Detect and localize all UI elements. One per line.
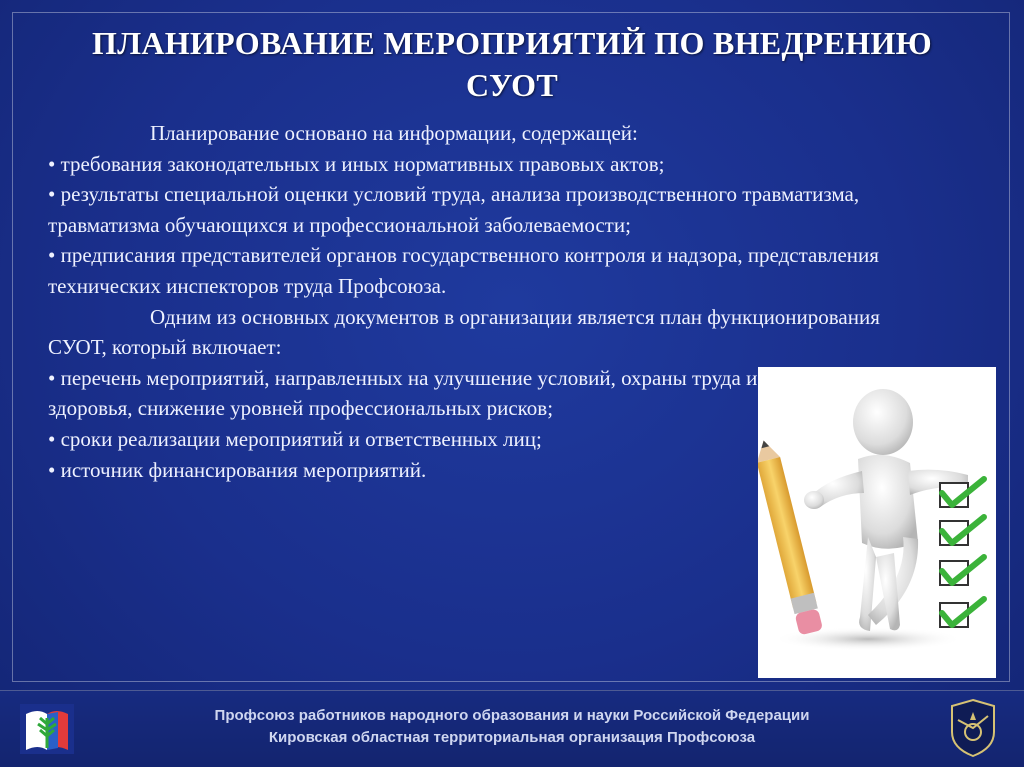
footer-line-1: Профсоюз работников народного образования и науки Российской Федерации: [214, 707, 810, 724]
trade-union-logo-icon: [18, 700, 76, 758]
bullet-item: • результаты специальной оценки условий труда, анализа производственного травматизма, травматизма обучающихся и профессиональной заболеваемости;: [48, 182, 860, 237]
emblem-icon: [950, 698, 996, 758]
intro-paragraph: Планирование основано на информации, содержащей:: [150, 121, 638, 145]
bullet-item: • предписания представителей органов государственного контроля и надзора, представления технических инспекторов труда Профсоюза.: [48, 243, 879, 298]
footer: [0, 690, 1024, 767]
figure-with-pencil-checklist-icon: [758, 367, 996, 678]
bullet-item: • перечень мероприятий, направленных на улучшение условий, охраны труда и здоровья, снижение уровней профессиональных рисков;: [48, 365, 758, 421]
bullet-item: • требования законодательных и иных нормативных правовых актов;: [48, 151, 665, 176]
intro-paragraph-2: Одним из основных документов в организации является план функционирования СУОТ, который включает:: [48, 304, 880, 360]
title-line-2: СУОТ: [465, 67, 558, 103]
bullet-item: • источник финансирования мероприятий.: [48, 457, 427, 482]
slide-title: [0, 22, 1024, 106]
bullet-item: • сроки реализации мероприятий и ответственных лиц;: [48, 426, 542, 451]
footer-text: [0, 705, 1024, 749]
footer-line-2: Кировская областная территориальная организация Профсоюза: [268, 729, 756, 746]
title-line-1: ПЛАНИРОВАНИЕ МЕРОПРИЯТИЙ ПО ВНЕДРЕНИЮ: [92, 25, 932, 61]
